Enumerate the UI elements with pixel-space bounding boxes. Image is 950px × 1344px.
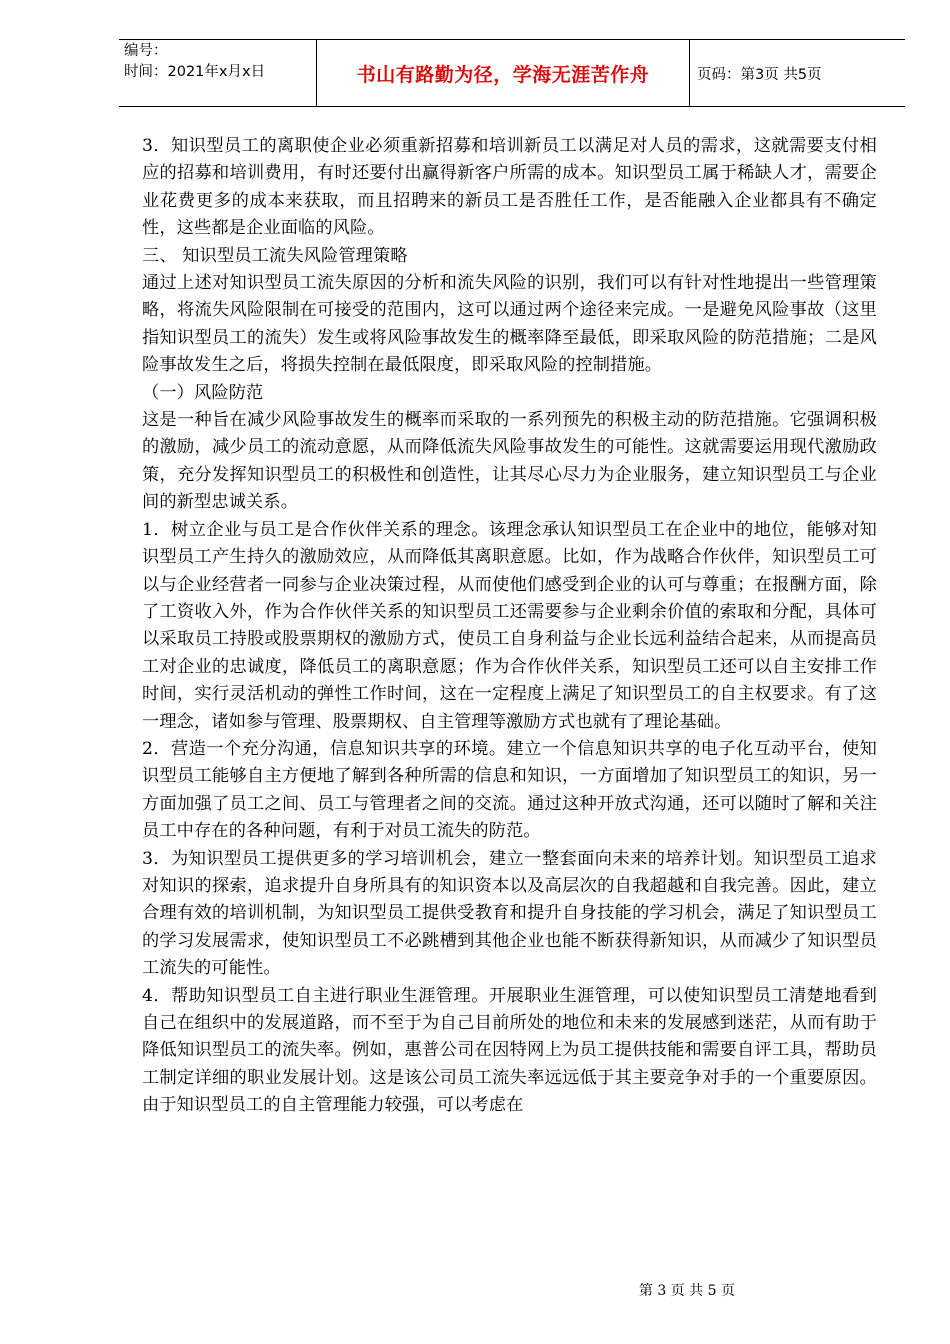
paragraph-partnership: 1．树立企业与员工是合作伙伴关系的理念。该理念承认知识型员工在企业中的地位，能够对知识型员工产生持久的激励效应，从而降低其离职意愿。比如，作为战略合作伙伴，知识型员工可以与企业经营者一同参与企业决策过程，从而使他们感受到企业的认可与尊重；在报酬方面，除了工资收入外，作为合作伙伴关系的知识型员工还需要参与企业剩余价值的索取和分配，具体可以采取员工持股或股票期权的激励方式，使员工自身利益与企业长远利益结合起来，从而提高员工对企业的忠诚度，降低员工的离职意愿；作为合作伙伴关系，知识型员工还可以自主安排工作时间，实行灵活机动的弹性工作时间，这在一定程度上满足了知识型员工的自主权要求。有了这一理念，诸如参与管理、股票期权、自主管理等激励方式也就有了理论基础。	[142, 519, 877, 732]
header-meta	[119, 40, 316, 106]
section-heading-strategy: 三、 知识型员工流失风险管理策略	[142, 245, 408, 266]
paragraph-training: 3．为知识型员工提供更多的学习培训机会，建立一整套面向未来的培养计划。知识型员工追求对知识的探索，追求提升自身所具有的知识资本以及高层次的自我超越和自我完善。因此，建立合理有效的培训机制，为知识型员工提供受教育和提升自身技能的学习机会，满足了知识型员工的学习发展需求，使知识型员工不必跳槽到其他企业也能不断获得新知识，从而减少了知识型员工流失的可能性。	[142, 848, 877, 979]
header-motto-cell	[316, 40, 690, 106]
page-footer	[0, 1280, 950, 1300]
paragraph-strategy-intro: 通过上述对知识型员工流失原因的分析和流失风险的识别，我们可以有针对性地提出一些管理策略，将流失风险限制在可接受的范围内，这可以通过两个途径来完成。一是避免风险事故（这里指知识型员工的流失）发生或将风险事故发生的概率降至最低，即采取风险的防范措施；二是风险事故发生之后，将损失控制在最低限度，即采取风险的控制措施。	[142, 273, 877, 376]
header-page-cell	[690, 40, 905, 106]
paragraph-cost-risk: 3．知识型员工的离职使企业必须重新招募和培训新员工以满足对人员的需求，这就需要支付相应的招募和培训费用，有时还要付出赢得新客户所需的成本。知识型员工属于稀缺人才，需要企业花费更多的成本来获取，而且招聘来的新员工是否胜任工作，是否能融入企业都具有不确定性，这些都是企业面临的风险。	[142, 136, 877, 239]
time-label: 时间：2021年x月x日	[124, 64, 266, 80]
motto-text: 书山有路勤为径，学海无涯苦作舟	[356, 63, 650, 86]
paragraph-career: 4．帮助知识型员工自主进行职业生涯管理。开展职业生涯管理，可以使知识型员工清楚地看到自己在组织中的发展道路，而不至于为自己目前所处的地位和未来的发展感到迷茫，从而有助于降低知识型员工的流失率。例如，惠普公司在因特网上为员工提供技能和需要自评工具，帮助员工制定详细的职业发展计划。这是该公司员工流失率远远低于其主要竞争对手的一个重要原因。由于知识型员工的自主管理能力较强，可以考虑在	[142, 985, 877, 1116]
code-label: 编号：	[124, 43, 168, 59]
paragraph-prevention-intro: 这是一种旨在减少风险事故发生的概率而采取的一系列预先的积极主动的防范措施。它强调积极的激励，减少员工的流动意愿，从而降低流失风险事故发生的可能性。这就需要运用现代激励政策，充分发挥知识型员工的积极性和创造性，让其尽心尽力为企业服务，建立知识型员工与企业间的新型忠诚关系。	[142, 410, 877, 513]
document-body	[142, 133, 877, 1120]
footer-page-number: 第 3 页 共 5 页	[638, 1283, 735, 1299]
paragraph-communication: 2．营造一个充分沟通，信息知识共享的环境。建立一个信息知识共享的电子化互动平台，使知识型员工能够自主方便地了解到各种所需的信息和知识，一方面增加了知识型员工的知识，另一方面加强了员工之间、员工与管理者之间的交流。通过这种开放式沟通，还可以随时了解和关注员工中存在的各种问题，有利于对员工流失的防范。	[142, 738, 877, 842]
page-header	[119, 39, 905, 107]
page-label: 页码：第3页 共5页	[697, 66, 822, 83]
subsection-heading-prevention: （一）风险防范	[142, 382, 264, 403]
